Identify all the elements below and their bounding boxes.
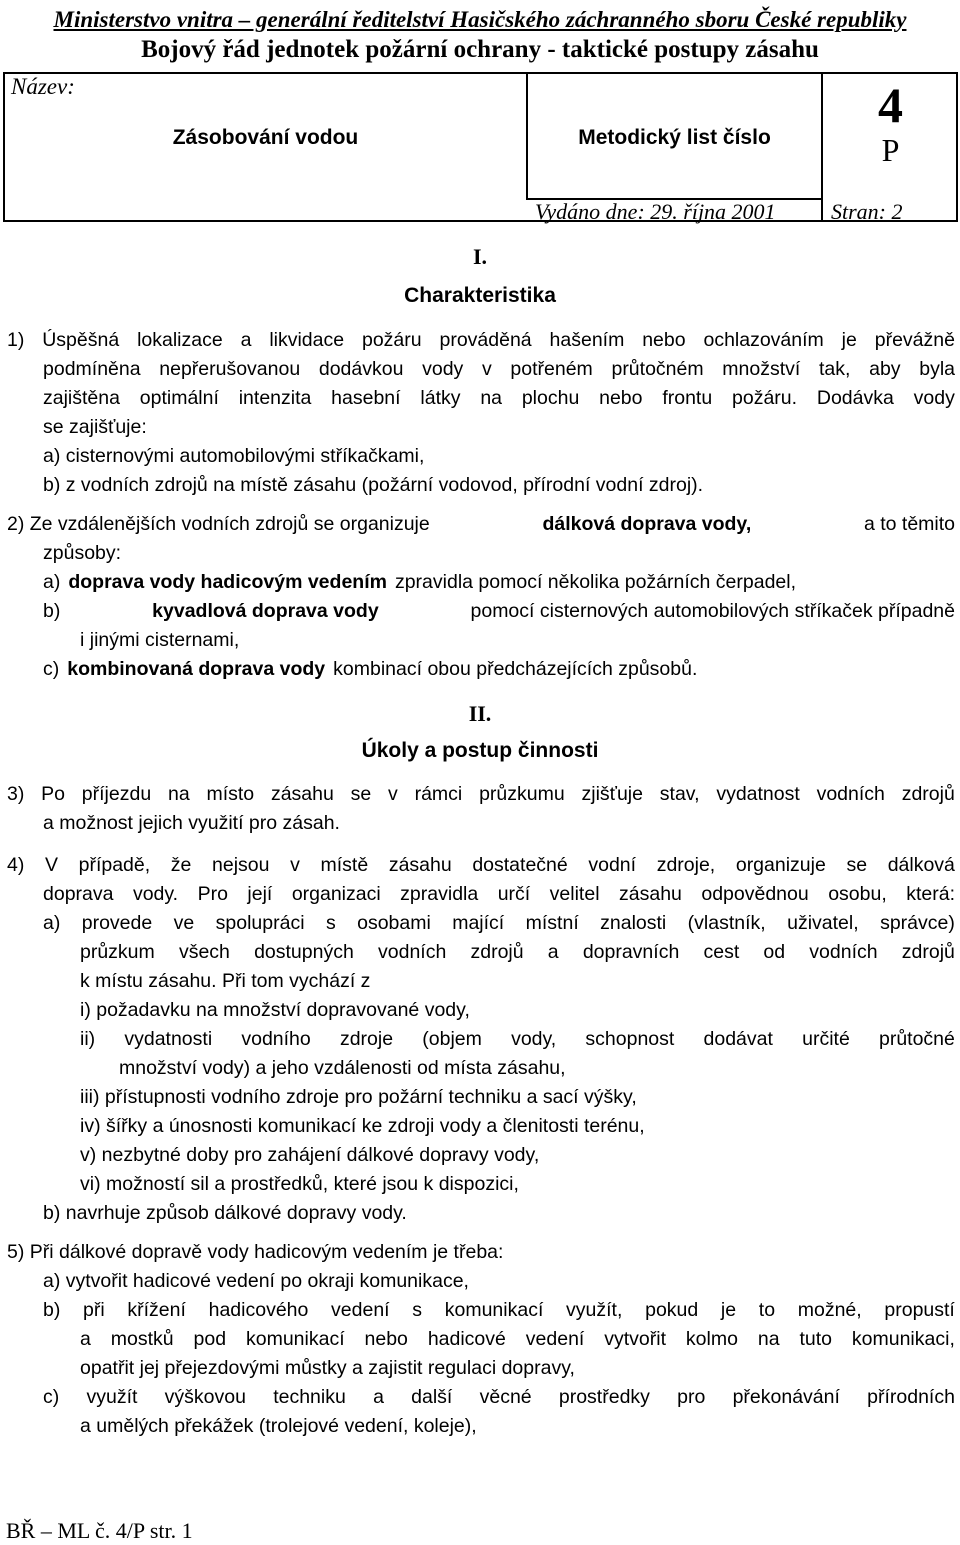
item-marker: a) [43,571,61,593]
word: a [373,1386,384,1408]
text-line [7,880,955,909]
word: v [481,358,492,380]
word: příjezdu [81,783,152,805]
text-line: a možnost jejich využití pro zásah. [43,812,340,834]
word: osobu, [828,883,887,905]
word: zásahu [270,783,334,805]
word: Úspěšná [42,329,120,351]
text-run: pomocí cisternových automobilových stříkaček případně [470,600,955,622]
word: je [720,1299,737,1321]
paragraph-3 [7,780,955,838]
word: věcné [479,1386,532,1408]
word: požáru. [732,387,798,409]
word: v [290,854,300,876]
word: průtočné [878,1028,955,1050]
list-item: v) nezbytné doby pro zahájení dálkové dopravy vody, [80,1144,540,1166]
text-line: a umělých překážek (trolejové vedení, koleje), [80,1415,477,1437]
word: vodní [588,854,637,876]
word: dostatečné [472,854,568,876]
word: uživatel, [787,912,859,934]
word: nebo [599,387,643,409]
word: 1) [7,329,25,351]
word: komunikaci, [851,1328,955,1350]
word: využít [86,1386,138,1408]
bold-text: dálková doprava vody, [542,513,752,535]
word: nebo [364,1328,408,1350]
word: hašením [549,329,625,351]
text-line: k místu zásahu. Při tom vychází z [80,970,371,992]
word: vydatnosti [124,1028,213,1050]
word: cest [703,941,740,963]
word: optimální [139,387,219,409]
word: využít, [566,1299,623,1321]
word: velitel [549,883,600,905]
list-item: a) cisternovými automobilovými stříkačkami, [43,445,425,467]
word: vedení [331,1299,390,1321]
word: spolupráci [215,912,305,934]
list-item [7,1296,955,1325]
nazev-label: Název: [11,74,75,99]
word: znalosti [600,912,667,934]
word: zajištěna [43,387,120,409]
word: a) [43,912,61,934]
word: b) [43,1299,61,1321]
word: dopravních [582,941,680,963]
word: průtočném [611,358,704,380]
word: že [170,854,192,876]
word: zásahu [388,854,452,876]
word: Po [41,783,65,805]
word: nepřerušovanou [159,358,301,380]
word: prostředky [558,1386,650,1408]
word: správce) [880,912,955,934]
word: schopnost [585,1028,675,1050]
word: na [757,1328,780,1350]
word: a [80,1328,91,1350]
word: určité [802,1028,850,1050]
word: hadicového [208,1299,309,1321]
word: vydatnost [716,783,800,805]
word: mající [452,912,505,934]
text-line [7,355,955,384]
word: s [325,912,336,934]
text-run: 2) Ze vzdálenějších vodních zdrojů se organizuje [7,513,430,535]
document-title: Bojový řád jednotek požární ochrany - taktické postupy zásahu [141,36,819,63]
word: aby [869,358,901,380]
word: provede [81,912,153,934]
metodicky-list-label: Metodický list číslo [578,126,771,149]
word: plochu [521,387,580,409]
word: místo [206,783,255,805]
list-item [7,655,955,684]
word: c) [43,1386,60,1408]
word: dostupných [254,941,354,963]
paragraph-2 [7,510,955,684]
word: v [388,783,398,805]
word: vodního [241,1028,311,1050]
list-item: iv) šířky a únosnosti komunikací ke zdroji vody a členitosti terénu, [80,1115,645,1137]
word: Dodávka [816,387,894,409]
word: zdroje [339,1028,394,1050]
word: tak, [818,358,851,380]
list-item: b) z vodních zdrojů na místě zásahu (požární vodovod, přírodní vodní zdroj). [43,474,704,496]
header-table [3,72,958,222]
word: zdrojů [901,783,955,805]
word: ii) [80,1028,96,1050]
text-line: i jinými cisternami, [80,629,240,651]
word: 4) [7,854,25,876]
word: místě [320,854,369,876]
word: vodních [378,941,447,963]
list-item [7,909,955,938]
list-number: 4 [878,77,903,133]
word: stav, [659,783,700,805]
word: prováděná [439,329,532,351]
text-run: kombinací obou předcházejících způsobů. [333,658,698,680]
word: ve [173,912,195,934]
text-line [7,780,955,809]
list-item: i) požadavku na množství dopravované vody, [80,999,470,1021]
bold-text: kyvadlová doprava vody [152,600,379,622]
list-item: iii) přístupnosti vodního zdroje pro požární techniku a sací výšky, [80,1086,637,1108]
word: doprava [43,883,114,905]
word: na [167,783,190,805]
word: zjišťuje [581,783,643,805]
word: množství [722,358,801,380]
text-run: a to těmito [863,513,955,535]
word: potřeném [510,358,593,380]
word: mostků [110,1328,174,1350]
word: Pro [197,883,228,905]
word: zdrojů [470,941,524,963]
word: převážně [874,329,955,351]
text-line: způsoby: [43,542,122,564]
text-run: zpravidla pomocí několika požárních čerpadel, [394,571,797,593]
word: odpovědnou [701,883,809,905]
word: komunikací [245,1328,345,1350]
section-title: Charakteristika [404,284,556,307]
item-marker: b) [43,600,61,622]
word: tuto [799,1328,832,1350]
word: komunikací [444,1299,544,1321]
word: místní [525,912,579,934]
word: nejsou [212,854,270,876]
section-title: Úkoly a postup činnosti [361,739,599,762]
text-line: se zajišťuje: [43,416,147,438]
text-line: množství vody) a jeho vzdálenosti od místa zásahu, [119,1057,566,1079]
word: zdrojů [901,941,955,963]
word: vodních [816,783,885,805]
word: lokalizace [137,329,223,351]
word: dodávat [703,1028,773,1050]
list-letter: P [881,132,900,168]
word: určí [497,883,531,905]
item-marker: c) [43,658,60,680]
word: od [763,941,786,963]
text-line [7,384,955,413]
word: zpravidla [400,883,479,905]
word: při [83,1299,105,1321]
word: pod [193,1328,227,1350]
word: zásahu [619,883,682,905]
word: ochlazováním [703,329,824,351]
word: průzkum [80,941,155,963]
word: křížení [127,1299,186,1321]
word: s [412,1299,423,1321]
word: podmíněna [43,358,141,380]
word: (objem [422,1028,482,1050]
word: vody. [132,883,179,905]
list-item [7,1383,955,1412]
text-line [7,938,955,967]
text-line [7,510,955,539]
word: vody [913,387,955,409]
page-count: Stran: 2 [831,199,903,224]
word: průzkumu [479,783,565,805]
nazev-value: Zásobování vodou [172,126,359,149]
text-line: 5) Při dálkové dopravě vody hadicovým vedením je třeba: [7,1241,504,1263]
list-item: a) vytvořit hadicové vedení po okraji komunikace, [43,1270,469,1292]
list-item [7,568,955,597]
word: a [240,329,252,351]
word: vytvořit [604,1328,667,1350]
word: frontu [662,387,713,409]
text-line: opatřit jej přejezdovými můstky a zajistit regulaci dopravy, [80,1357,575,1379]
word: překonávání [732,1386,840,1408]
word: látky [420,387,461,409]
word: všech [178,941,230,963]
word: zdroje, [656,854,716,876]
word: na [480,387,503,409]
word: nebo [642,329,686,351]
word: pokud [645,1299,699,1321]
ministry-header: Ministerstvo vnitra – generální ředitelství Hasičského záchranného sboru České republiky [53,7,907,32]
word: hasební [331,387,401,409]
word: rámci [414,783,463,805]
list-item [7,1025,955,1054]
word: a [547,941,559,963]
word: byla [919,358,955,380]
word: požáru [361,329,422,351]
word: dálková [887,854,955,876]
word: se [350,783,372,805]
word: propustí [884,1299,955,1321]
page-footer: BŘ – ML č. 4/P str. 1 [6,1518,193,1543]
word: vodních [809,941,878,963]
word: 3) [7,783,25,805]
list-item: vi) možností sil a prostředků, které jsou k dispozici, [80,1173,519,1195]
word: techniku [273,1386,346,1408]
word: intenzita [238,387,312,409]
word: likvidace [269,329,345,351]
paragraph-4 [7,851,955,1228]
word: možné, [797,1299,862,1321]
list-item: b) navrhuje způsob dálkové dopravy vody. [43,1202,407,1224]
word: dodávkou [318,358,404,380]
bold-text: kombinovaná doprava vody [67,658,326,680]
word: kolmo [685,1328,738,1350]
word: (vlastník, [687,912,766,934]
word: případě, [78,854,151,876]
text-line [7,851,955,880]
word: vedení [525,1328,585,1350]
word: její [247,883,273,905]
word: která: [906,883,955,905]
section-number: II. [468,701,492,726]
word: vody, [511,1028,557,1050]
issue-date: Vydáno dne: 29. října 2001 [535,199,776,224]
word: pro [677,1386,706,1408]
section-number: I. [472,244,488,269]
word: další [411,1386,453,1408]
word: to [758,1299,776,1321]
word: osobami [357,912,431,934]
text-line [7,326,955,355]
paragraph-5 [7,1238,955,1441]
word: vody [422,358,464,380]
word: hadicové [427,1328,506,1350]
bold-text: doprava vody hadicovým vedením [68,571,387,593]
text-line [7,1325,955,1354]
paragraph-1 [7,326,955,500]
word: přírodních [867,1386,955,1408]
word: organizaci [291,883,381,905]
word: organizuje [735,854,826,876]
word: se [846,854,868,876]
word: je [841,329,857,351]
word: V [44,854,58,876]
list-item [7,597,955,626]
word: výškovou [164,1386,246,1408]
